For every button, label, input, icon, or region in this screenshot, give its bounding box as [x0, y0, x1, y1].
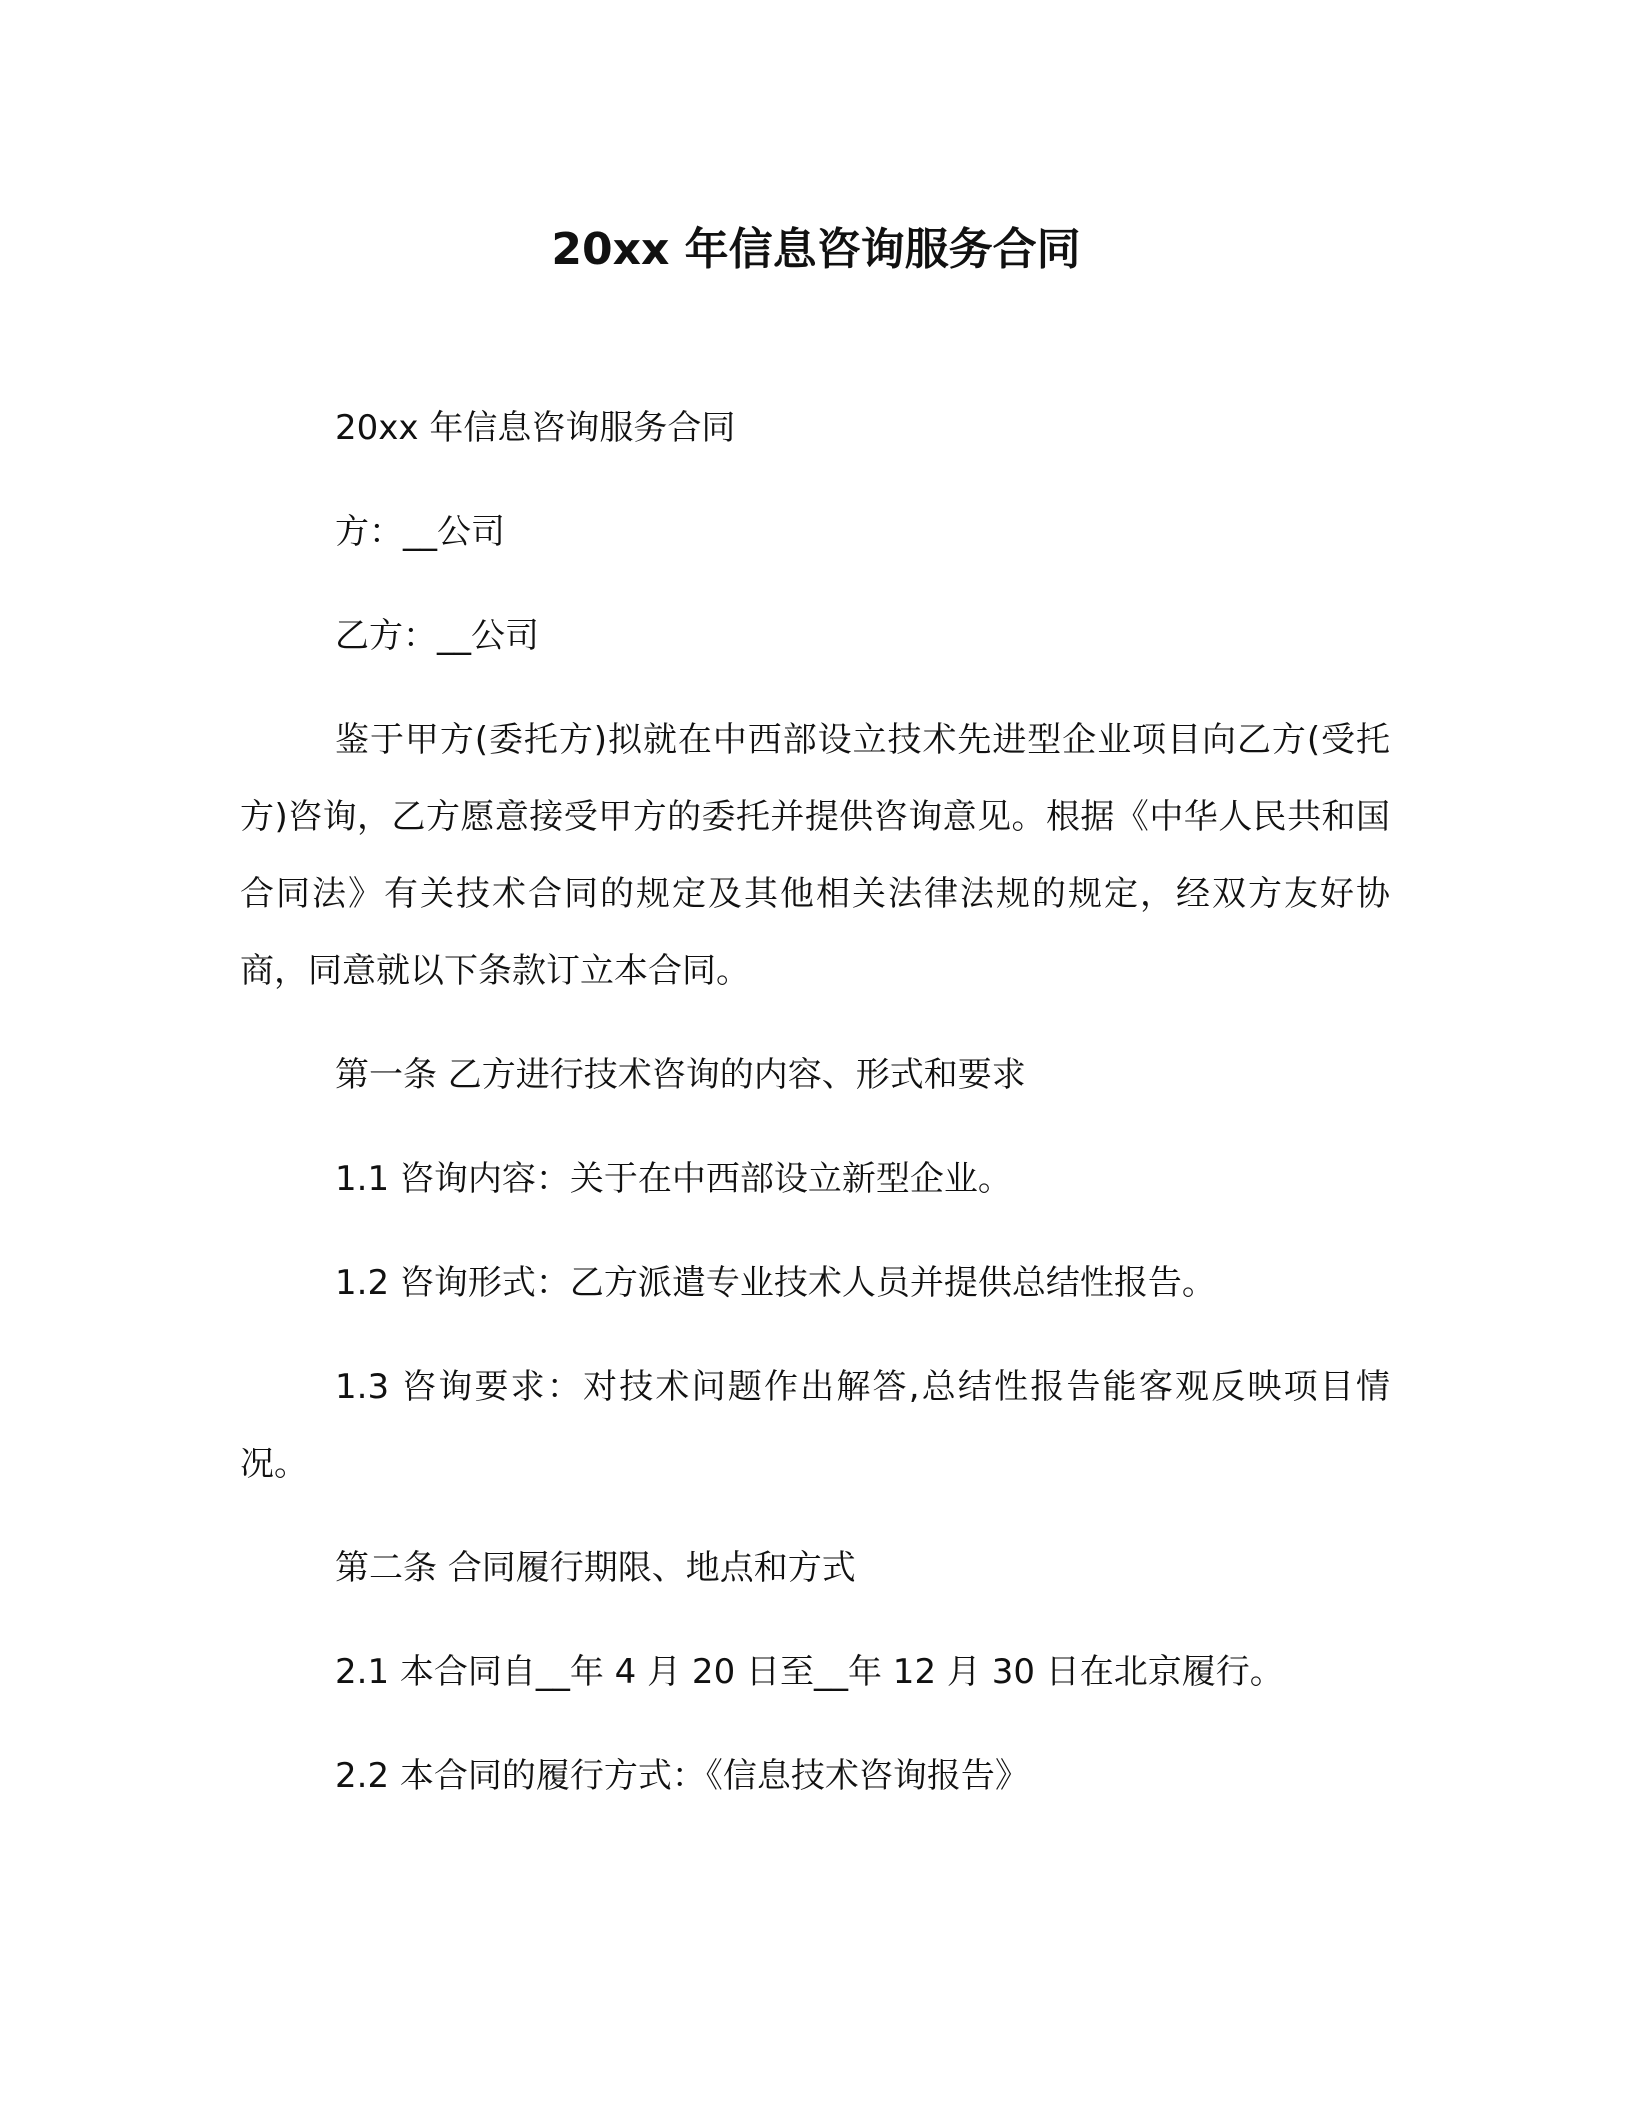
paragraph-clause-2-2: 2.2 本合同的履行方式：《信息技术咨询报告》	[335, 1756, 1029, 1796]
document-title: 20xx 年信息咨询服务合同	[551, 224, 1081, 275]
paragraph-clause-2-1: 2.1 本合同自__年 4 月 20 日至__年 12 月 30 日在北京履行。	[335, 1652, 1284, 1692]
paragraph-clause-1-1: 1.1 咨询内容：关于在中西部设立新型企业。	[335, 1159, 1012, 1199]
paragraph-preamble: 鉴于甲方(委托方)拟就在中西部设立技术先进型企业项目向乙方(受托方)咨询，乙方愿意接受甲方的委托并提供咨询意见。根据《中华人民共和国合同法》有关技术合同的规定及其他相关法律法规的规定，经双方友好协商，同意就以下条款订立本合同。	[240, 720, 1390, 991]
paragraph-article-2-heading: 第二条 合同履行期限、地点和方式	[335, 1548, 856, 1588]
paragraph-party-a: 方：__公司	[335, 512, 505, 552]
paragraph-clause-1-3: 1.3 咨询要求：对技术问题作出解答,总结性报告能客观反映项目情况。	[240, 1367, 1390, 1484]
paragraph-article-1-heading: 第一条 乙方进行技术咨询的内容、形式和要求	[335, 1055, 1026, 1095]
document-body	[240, 390, 1390, 1842]
paragraph-party-b: 乙方：__公司	[335, 616, 539, 656]
paragraph-clause-1-2: 1.2 咨询形式：乙方派遣专业技术人员并提供总结性报告。	[335, 1263, 1216, 1303]
paragraph-subtitle: 20xx 年信息咨询服务合同	[335, 408, 736, 448]
